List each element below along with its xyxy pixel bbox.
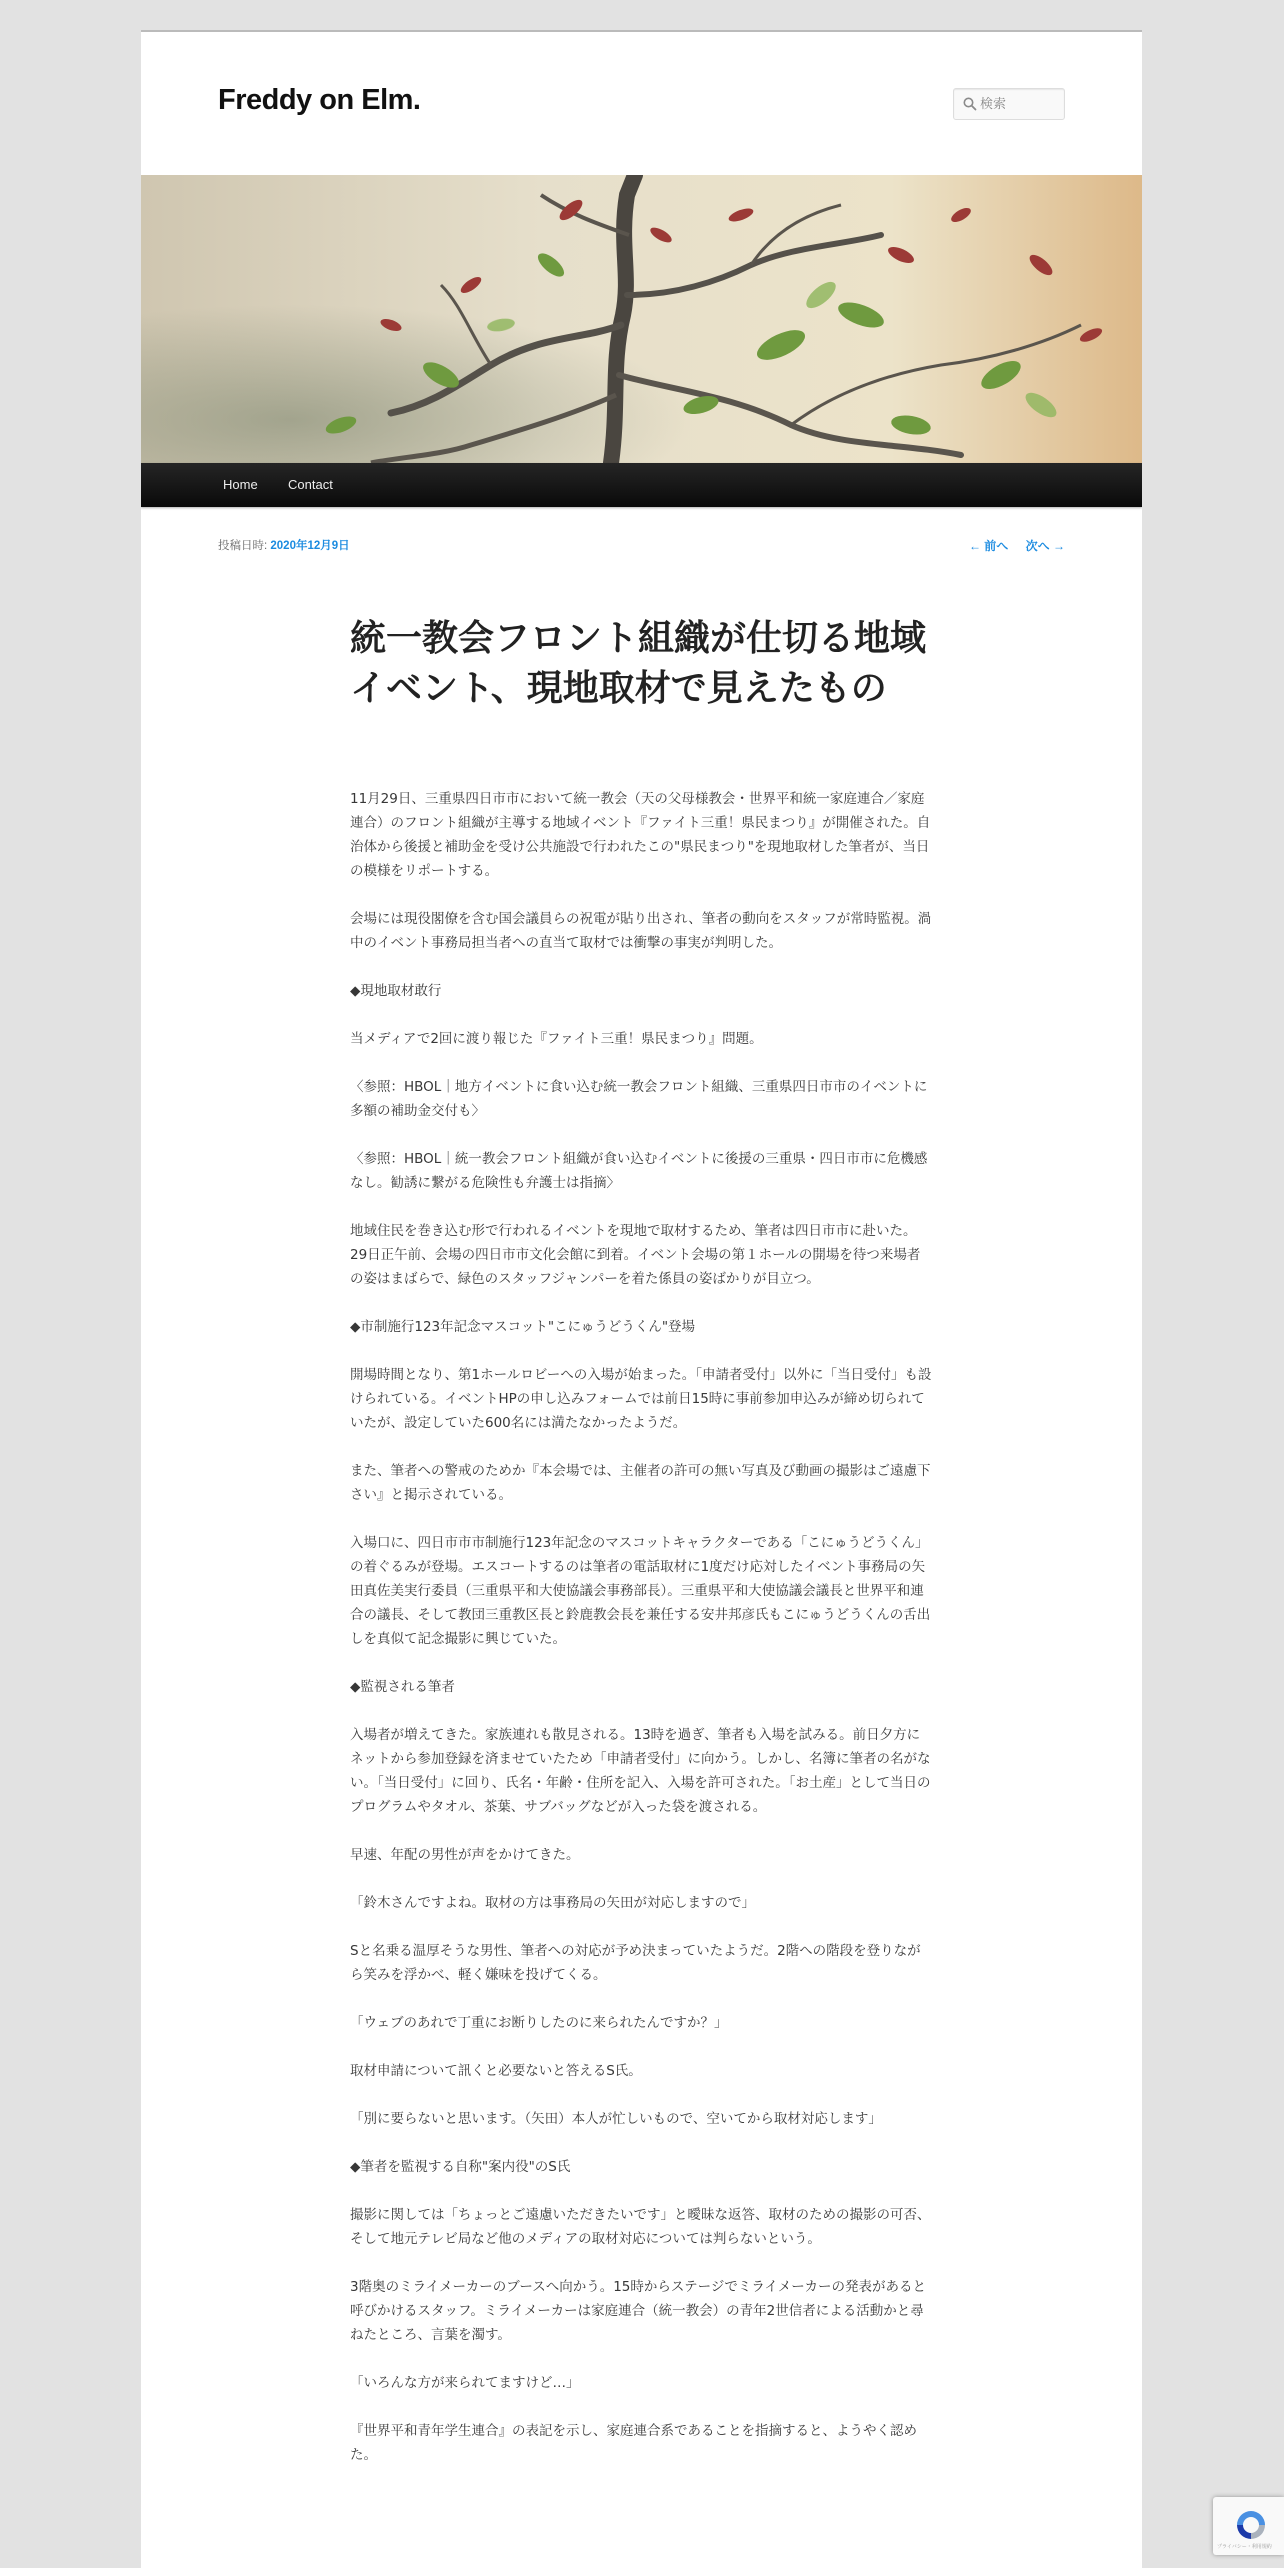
section-heading: ◆現地取材敢行 xyxy=(350,983,442,999)
paragraph: 3階奥のミライメーカーのブースへ向かう。15時からステージでミライメーカーの発表があると呼びかけるスタッフ。ミライメーカーは家庭連合（統一教会）の青年2世信者による活動かと尋ねたところ、言葉を濁す。 xyxy=(350,2279,927,2343)
search-box[interactable] xyxy=(953,88,1065,120)
paragraph: 会場には現役閣僚を含む国会議員らの祝電が貼り出され、筆者の動向をスタッフが常時監視。渦中のイベント事務局担当者への直当て取材では衝撃の事実が判明した。 xyxy=(350,911,932,951)
recaptcha-privacy-terms[interactable]: プライバシー・利用規約 xyxy=(1217,2544,1272,2550)
reference-link-paragraph[interactable]: 〈参照：HBOL｜統一教会フロント組織が食い込むイベントに後援の三重県・四日市市に危機感なし。勧誘に繋がる危険性も弁護士は指摘〉 xyxy=(350,1151,928,1191)
paragraph: また、筆者への警戒のためか『本会場では、主催者の許可の無い写真及び動画の撮影はご遠慮下さい』と掲示されている。 xyxy=(350,1463,931,1503)
paragraph: 入場口に、四日市市市制施行123年記念のマスコットキャラクターである「こにゅうどうくん」の着ぐるみが登場。エスコートするのは筆者の電話取材に1度だけ応対したイベント事務局の矢田真佐美実行委員（三重県平和大使協議会事務部長）。三重県平和大使協議会議長と世界平和連合の議長、そして教団三重教区長と鈴鹿教会長を兼任する安井邦彦氏もこにゅうどうくんの舌出しを真似て記念撮影に興じていた。 xyxy=(350,1535,931,1647)
paragraph: 開場時間となり、第1ホールロビーへの入場が始まった。「申請者受付」以外に「当日受付」も設けられている。イベントHPの申し込みフォームでは前日15時に事前参加申込みが締め切られていたが、設定していた600名には満たなかったようだ。 xyxy=(350,1367,932,1431)
recaptcha-badge[interactable] xyxy=(1213,2497,1284,2555)
quote-paragraph: 「別に要らないと思います。（矢田）本人が忙しいもので、空いてから取材対応します」 xyxy=(350,2111,882,2127)
paragraph: 取材申請について訊くと必要ないと答えるS氏。 xyxy=(350,2063,642,2079)
post-navigation xyxy=(955,537,1065,554)
page xyxy=(141,30,1142,2568)
reference-link-paragraph[interactable]: 〈参照：HBOL｜地方イベントに食い込む統一教会フロント組織、三重県四日市市のイベントに多額の補助金交付も〉 xyxy=(350,1079,928,1119)
entry-date-link[interactable]: 2020年12月9日 xyxy=(270,540,350,552)
entry-title: 統一教会フロント組織が仕切る地域イベント、現地取材で見えたもの xyxy=(350,618,927,709)
recaptcha-icon xyxy=(1233,2507,1269,2543)
prev-post-link[interactable]: ← 前へ xyxy=(968,539,1009,553)
paragraph: 『世界平和青年学生連合』の表記を示し、家庭連合系であることを指摘すると、ようやく認めた。 xyxy=(350,2423,917,2463)
section-heading: ◆筆者を監視する自称"案内役"のS氏 xyxy=(350,2159,571,2175)
quote-paragraph: 「鈴木さんですよね。取材の方は事務局の矢田が対応しますので」 xyxy=(350,1895,755,1911)
paragraph: 撮影に関しては「ちょっとご遠慮いただきたいです」と曖昧な返答、取材のための撮影の可否、そして地元テレビ局など他のメディアの取材対応については判らないという。 xyxy=(350,2207,931,2247)
paragraph: 当メディアで2回に渡り報じた『ファイト三重！県民まつり』問題。 xyxy=(350,1031,763,1047)
paragraph: 地域住民を巻き込む形で行われるイベントを現地で取材するため、筆者は四日市市に赴いた。29日正午前、会場の四日市市文化会館に到着。イベント会場の第１ホールの開場を待つ来場者の姿はまばらで、緑色のスタッフジャンパーを着た係員の姿ばかりが目立つ。 xyxy=(350,1223,921,1287)
quote-paragraph: 「ウェブのあれで丁重にお断りしたのに来られたんですか？」 xyxy=(350,2015,728,2031)
site-title[interactable]: Freddy on Elm. xyxy=(218,84,421,116)
next-post-link[interactable]: 次へ → xyxy=(1025,539,1065,553)
section-heading: ◆監視される筆者 xyxy=(350,1679,455,1695)
posted-on-label: 投稿日時: xyxy=(218,540,271,552)
quote-paragraph: 「いろんな方が来られてますけど…」 xyxy=(350,2375,580,2391)
entry-meta xyxy=(218,537,350,553)
search-icon xyxy=(962,96,978,112)
search-input[interactable] xyxy=(980,89,1060,119)
paragraph: Sと名乗る温厚そうな男性、筆者への対応が予め決まっていたようだ。2階への階段を登りながら笑みを浮かべ、軽く嫌味を投げてくる。 xyxy=(350,1943,921,1983)
nav-item-contact[interactable]: Contact xyxy=(288,477,333,492)
header-image xyxy=(141,175,1142,463)
paragraph: 早速、年配の男性が声をかけてきた。 xyxy=(350,1847,580,1863)
nav-item-home[interactable]: Home xyxy=(223,477,258,492)
entry-content xyxy=(350,787,932,2491)
section-heading: ◆市制施行123年記念マスコット"こにゅうどうくん"登場 xyxy=(350,1319,696,1335)
paragraph: 入場者が増えてきた。家族連れも散見される。13時を過ぎ、筆者も入場を試みる。前日夕方にネットから参加登録を済ませていたため「申請者受付」に向かう。しかし、名簿に筆者の名がない。「当日受付」に回り、氏名・年齢・住所を記入、入場を許可された。「お土産」として当日のプログラムやタオル、茶葉、サブバッグなどが入った袋を渡される。 xyxy=(350,1727,931,1815)
paragraph: 11月29日、三重県四日市市において統一教会（天の父母様教会・世界平和統一家庭連合／家庭連合）のフロント組織が主導する地域イベント『ファイト三重！県民まつり』が開催された。自治体から後援と補助金を受け公共施設で行われたこの"県民まつり"を現地取材した筆者が、当日の模様をリポートする。 xyxy=(350,791,931,879)
main-navigation xyxy=(141,463,1142,507)
